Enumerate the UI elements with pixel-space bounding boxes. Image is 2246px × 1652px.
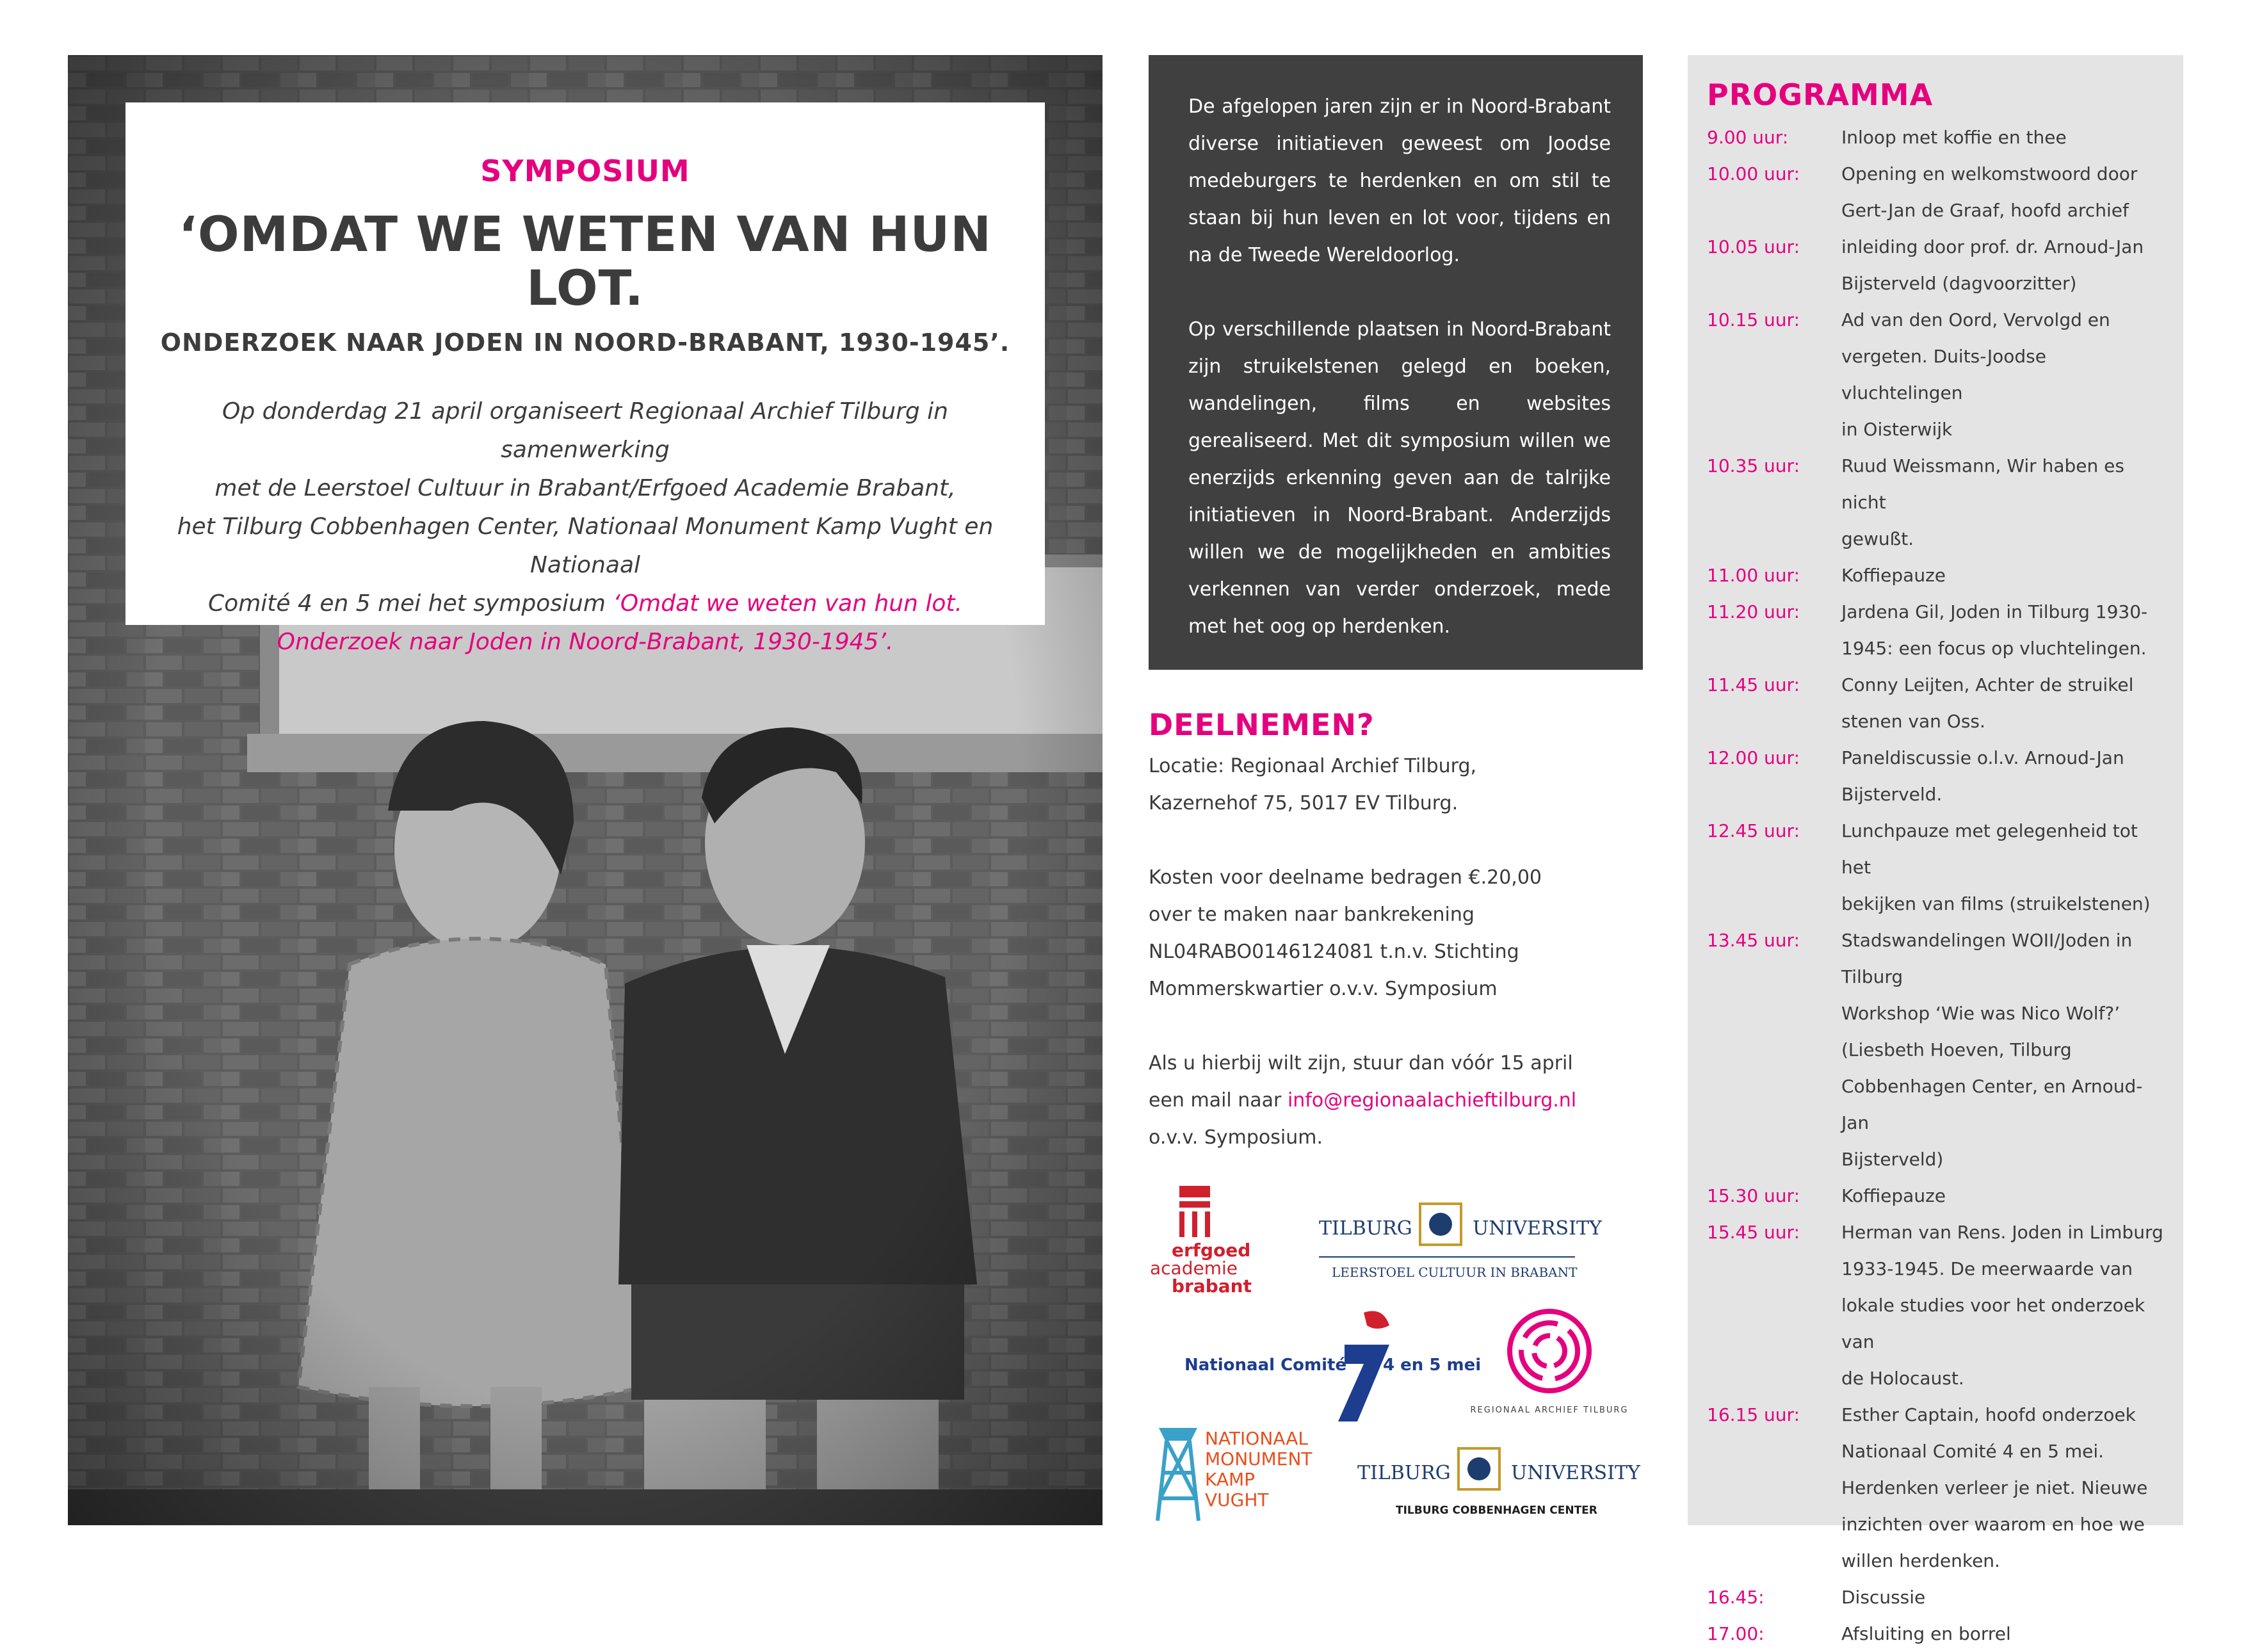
programme-item [1707, 1616, 2164, 1652]
programme-time: 11.20 uur: [1707, 601, 1800, 622]
programme-description [1841, 1178, 2164, 1214]
tilburg-word: TILBURG [1357, 1462, 1451, 1484]
programme-description-line: bekijken van films (struikelstenen) [1841, 893, 2151, 914]
programme-description-line: in Oisterwijk [1841, 419, 1953, 440]
programme-description-line: Paneldiscussie o.l.v. Arnoud-Jan [1841, 747, 2124, 768]
logo-mark [1205, 1211, 1210, 1237]
programme-item [1707, 667, 2164, 740]
programme-item [1707, 229, 2164, 302]
programme-description-line: Nationaal Comité 4 en 5 mei. [1841, 1441, 2105, 1462]
intro-line-text: Comité 4 en 5 mei het symposium [208, 590, 613, 617]
vught-line: NATIONAAL [1205, 1428, 1308, 1449]
tilburg-word: TILBURG [1319, 1217, 1412, 1240]
programme-time: 16.15 uur: [1707, 1404, 1800, 1425]
about-paragraph-1: De afgelopen jaren zijn er in Noord-Brabant diverse initiatieven geweest om Joodse medeburgers te herdenken en om stil te staan bij hun leven en lot voor, tijdens en na de Tweede Wereldoorlog. [1188, 95, 1611, 266]
vught-line: VUGHT [1205, 1489, 1269, 1510]
programme-description [1841, 302, 2164, 448]
leerstoel-text: LEERSTOEL CULTUUR IN BRABANT [1332, 1265, 1578, 1280]
title-box [125, 102, 1045, 656]
flame-icon [1364, 1311, 1389, 1329]
torch-seven-icon [1338, 1345, 1389, 1421]
kamp-vught-logo [1146, 1415, 1338, 1524]
registration-line: Als u hierbij wilt zijn, stuur dan vóór 15 april [1149, 1052, 1573, 1074]
programme-list [1707, 119, 2164, 1652]
watchtower-icon [1159, 1428, 1197, 1441]
comite-name: Nationaal Comité [1184, 1356, 1347, 1375]
programme-time: 15.45 uur: [1707, 1222, 1800, 1243]
cobbenhagen-text: TILBURG COBBENHAGEN CENTER [1396, 1504, 1597, 1517]
programme-description-line: Opening en welkomstwoord door [1841, 163, 2138, 184]
ring-icon [1534, 1336, 1565, 1366]
intro-line [151, 585, 1019, 623]
programme-description-line: Herman van Rens. Joden in Limburg [1841, 1222, 2163, 1243]
tilburg-cobbenhagen-logo [1357, 1428, 1639, 1524]
programme-description-line: willen herdenken. [1841, 1550, 2000, 1571]
registration-line: een mail naar [1149, 1089, 1288, 1112]
programme-description-line: Tilburg [1841, 966, 1903, 987]
programme-description-line: Discussie [1841, 1587, 1926, 1608]
programme-description [1841, 557, 2164, 594]
programme-description [1841, 1616, 2164, 1652]
location-line: Kazernehof 75, 5017 EV Tilburg. [1149, 792, 1458, 814]
programme-item [1707, 1579, 2164, 1616]
programme-time: 10.05 uur: [1707, 236, 1800, 257]
comite-date: 4 en 5 mei [1383, 1356, 1482, 1375]
logo-mark [1179, 1201, 1210, 1208]
programme-description-line: Koffiepauze [1841, 1185, 1946, 1206]
intro-line: Op donderdag 21 april organiseert Regionaal Archief Tilburg in samenwerking [222, 398, 949, 464]
programme-time: 13.45 uur: [1707, 930, 1800, 951]
programme-description [1841, 229, 2164, 302]
programme-time: 11.00 uur: [1707, 565, 1800, 586]
symposium-kicker: SYMPOSIUM [480, 154, 690, 188]
divider-line [1319, 1256, 1575, 1258]
programme-item [1707, 740, 2164, 813]
programme-description [1841, 813, 2164, 922]
participation-section [1149, 704, 1635, 1194]
programme-description-line: Afsluiting en borrel [1841, 1623, 2011, 1644]
programme-time: 17.00: [1707, 1623, 1765, 1644]
programme-description-line: Inloop met koffie en thee [1841, 127, 2067, 148]
programme-description-line: Herdenken verleer je niet. Nieuwe [1841, 1477, 2148, 1498]
partner-logos [1146, 1178, 1645, 1524]
logo-mark [1179, 1186, 1210, 1197]
programme-description-line: Esther Captain, hoofd onderzoek [1841, 1404, 2136, 1425]
programme-time: 10.00 uur: [1707, 163, 1800, 184]
programme-item [1707, 922, 2164, 1178]
programme-description-line: Cobbenhagen Center, en Arnoud-Jan [1841, 1076, 2143, 1133]
programme-description-line: inleiding door prof. dr. Arnoud-Jan [1841, 236, 2144, 257]
programme-item [1707, 156, 2164, 229]
programme-item [1707, 557, 2164, 594]
programme-description-line: inzichten over waarom en hoe we [1841, 1514, 2145, 1535]
programme-heading: PROGRAMMA [1707, 77, 1934, 112]
participation-heading: DEELNEMEN? [1149, 708, 1375, 742]
programme-description-line: Jardena Gil, Joden in Tilburg 1930- [1841, 601, 2148, 622]
main-title: ‘OMDAT WE WETEN VAN HUN LOT. [179, 206, 992, 316]
programme-time: 10.15 uur: [1707, 309, 1800, 330]
cost-text [1149, 859, 1635, 1008]
email-link[interactable]: info@regionaalachieftilburg.nl [1287, 1089, 1577, 1112]
programme-description-line: Conny Leijten, Achter de struikel [1841, 674, 2134, 695]
location-text [1149, 748, 1635, 822]
logo-mark [1179, 1211, 1184, 1237]
programme-time: 16.45: [1707, 1587, 1765, 1608]
programme-description-line: lokale studies voor het onderzoek van [1841, 1295, 2145, 1352]
programme-item [1707, 1397, 2164, 1579]
intro-text [151, 393, 1019, 661]
nationaal-comite-logo [1184, 1306, 1485, 1421]
programme-description-line: Bijsterveld. [1841, 784, 1943, 805]
registration-line: o.v.v. Symposium. [1149, 1126, 1323, 1149]
programme-description-line: vergeten. Duits-Joodse vluchtelingen [1841, 346, 2046, 403]
programme-description-line: Gert-Jan de Graaf, hoofd archief [1841, 200, 2129, 221]
registration-text [1149, 1045, 1635, 1156]
tilburg-university-logo [1319, 1185, 1602, 1281]
cost-line: over te maken naar bankrekening [1149, 903, 1474, 926]
erfgoed-academie-logo [1146, 1185, 1274, 1306]
programme-description [1841, 667, 2164, 740]
intro-highlight: ‘Omdat we weten van hun lot. [613, 590, 962, 617]
archief-ring-text: REGIONAAL ARCHIEF TILBURG [1470, 1405, 1629, 1415]
programme-item [1707, 594, 2164, 667]
programme-description [1841, 1214, 2164, 1397]
programme-description-line: Lunchpauze met gelegenheid tot het [1841, 820, 2138, 878]
programme-time: 9.00 uur: [1707, 127, 1789, 148]
about-paragraph-2: Op verschillende plaatsen in Noord-Brabant zijn struikelstenen gelegd en boeken, wandelingen, films en websites gerealiseerd. Met dit symposium willen we enerzijds erkenning geven aan de talrijke initiatieven in Noord-Brabant. Anderzijds willen we de mogelijkheden en ambities verkennen van verder onderzoek, mede met het oog op herdenken. [1188, 318, 1611, 638]
programme-description [1841, 594, 2164, 667]
programme-description-line: de Holocaust. [1841, 1368, 1964, 1389]
programme-item [1707, 119, 2164, 156]
ring-icon [1521, 1323, 1578, 1379]
university-word: UNIVERSITY [1473, 1217, 1602, 1240]
logo-mark [1192, 1211, 1197, 1237]
crest-center-icon [1467, 1457, 1491, 1480]
programme-description [1841, 448, 2164, 557]
location-line: Locatie: Regionaal Archief Tilburg, [1149, 755, 1477, 777]
programme-description-line: stenen van Oss. [1841, 711, 1985, 732]
intro-line: het Tilburg Cobbenhagen Center, Nationaal Monument Kamp Vught en Nationaal [177, 514, 994, 579]
programme-description-line: gewußt. [1841, 528, 1914, 549]
academie-word: academie [1150, 1258, 1238, 1279]
programme-time: 10.35 uur: [1707, 455, 1800, 476]
programme-description [1841, 119, 2164, 156]
programme-description-line: Koffiepauze [1841, 565, 1946, 586]
university-word: UNIVERSITY [1511, 1462, 1640, 1484]
vught-line: MONUMENT [1205, 1448, 1313, 1470]
programme-description [1841, 1579, 2164, 1616]
programme-time: 12.00 uur: [1707, 747, 1800, 768]
programme-description-line: 1945: een focus op vluchtelingen. [1841, 638, 2147, 659]
programme-time: 11.45 uur: [1707, 674, 1800, 695]
programme-description [1841, 156, 2164, 229]
programme-description-line: 1933-1945. De meerwaarde van [1841, 1258, 2133, 1279]
programme-description-line: Workshop ‘Wie was Nico Wolf?’ [1841, 1003, 2121, 1024]
programme-description-line: Ruud Weissmann, Wir haben es nicht [1841, 455, 2124, 513]
about-panel [1149, 55, 1643, 670]
programme-description-line: Bijsterveld) [1841, 1149, 1944, 1170]
cost-line: NL04RABO0146124081 t.n.v. Stichting [1149, 941, 1519, 963]
programme-description [1841, 740, 2164, 813]
brabant-word: brabant [1172, 1275, 1252, 1297]
programme-time: 15.30 uur: [1707, 1185, 1800, 1206]
erfgoed-word: erfgoed [1172, 1240, 1251, 1261]
programme-item [1707, 1178, 2164, 1214]
programme-item [1707, 448, 2164, 557]
vught-line: KAMP [1205, 1469, 1256, 1490]
programme-item [1707, 813, 2164, 922]
crest-center-icon [1429, 1213, 1452, 1236]
programme-description-line: Stadswandelingen WOII/Joden in [1841, 930, 2133, 951]
intro-line: met de Leerstoel Cultuur in Brabant/Erfgoed Academie Brabant, [214, 475, 956, 502]
cost-line: Kosten voor deelname bedragen €.20,00 [1149, 866, 1542, 889]
programme-description-line: (Liesbeth Hoeven, Tilburg [1841, 1039, 2072, 1060]
sub-title: ONDERZOEK NAAR JODEN IN NOORD-BRABANT, 1930-1945’. [160, 328, 1010, 357]
programme-description [1841, 922, 2164, 1178]
programme-description [1841, 1397, 2164, 1579]
programme-panel [1688, 55, 2183, 1644]
programme-description-line: Bijsterveld (dagvoorzitter) [1841, 273, 2077, 294]
programme-time: 12.45 uur: [1707, 820, 1800, 841]
programme-item [1707, 302, 2164, 448]
programme-description-line: Ad van den Oord, Vervolgd en [1841, 309, 2110, 330]
intro-highlight: Onderzoek naar Joden in Noord-Brabant, 1930-1945’. [277, 629, 894, 656]
watchtower-icon [1158, 1441, 1199, 1521]
cost-line: Mommerskwartier o.v.v. Symposium [1149, 978, 1498, 1000]
regionaal-archief-logo [1470, 1287, 1629, 1415]
programme-item [1707, 1214, 2164, 1397]
